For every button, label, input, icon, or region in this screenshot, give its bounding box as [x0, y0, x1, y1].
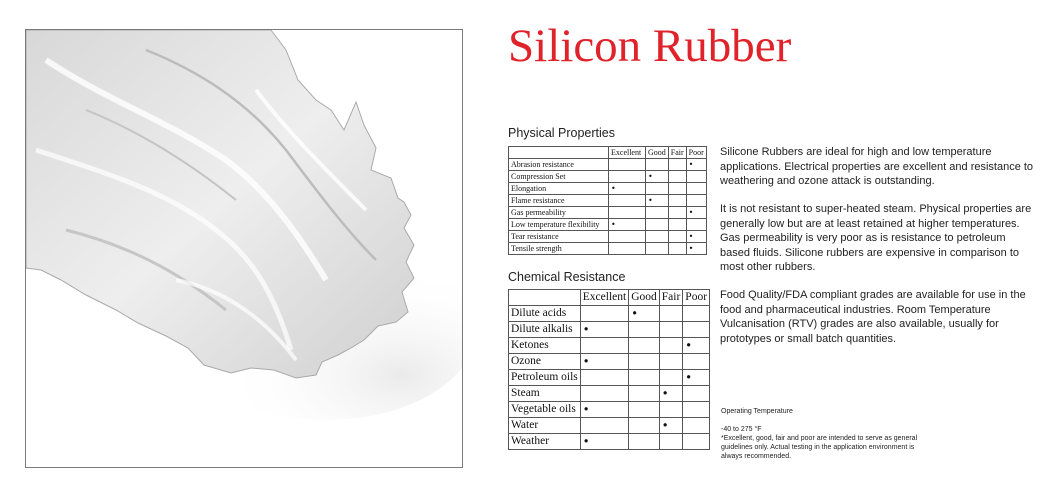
physical-properties-table	[508, 146, 707, 255]
table-corner-cell	[509, 147, 609, 159]
rating-cell	[646, 207, 669, 219]
rating-cell	[686, 183, 706, 195]
rating-cell	[629, 338, 660, 354]
rating-cell	[659, 338, 683, 354]
rating-cell	[609, 195, 646, 207]
rating-cell	[683, 306, 710, 322]
rating-cell: •	[683, 338, 710, 354]
description-paragraph: Food Quality/FDA compliant grades are available for use in the food and pharmaceutical industries. Room Temperature Vulcanisation (RTV) grades are also available, usually for prototypes or small batch quantities.	[720, 289, 1026, 345]
rating-cell: •	[580, 434, 628, 450]
rating-cell	[629, 354, 660, 370]
silicone-rubber-photo-icon	[26, 30, 462, 467]
rating-cell: •	[580, 402, 628, 418]
rating-cell	[668, 219, 686, 231]
chemical-name: Dilute acids	[509, 306, 581, 322]
rating-cell	[580, 370, 628, 386]
page-title: Silicon Rubber	[508, 20, 792, 72]
rating-cell	[683, 322, 710, 338]
rating-cell: •	[609, 219, 646, 231]
table-row	[509, 338, 710, 354]
table-row	[509, 219, 707, 231]
rating-cell	[609, 159, 646, 171]
chemical-name: Petroleum oils	[509, 370, 581, 386]
table-row	[509, 370, 710, 386]
table-row	[509, 306, 710, 322]
rating-cell	[646, 231, 669, 243]
chemical-resistance-table	[508, 289, 710, 450]
rating-cell	[609, 231, 646, 243]
chemical-name: Ketones	[509, 338, 581, 354]
column-header-fair: Fair	[659, 290, 683, 306]
description-paragraph: Silicone Rubbers are ideal for high and low temperature applications. Electrical properties are excellent and resistance to weathering and ozone attack is outstanding.	[720, 146, 1034, 187]
rating-cell: •	[686, 231, 706, 243]
table-row	[509, 231, 707, 243]
rating-cell: •	[683, 370, 710, 386]
chemical-name: Weather	[509, 434, 581, 450]
rating-cell: •	[659, 418, 683, 434]
operating-temperature-title: Operating Temperature	[721, 408, 793, 415]
table-row	[509, 207, 707, 219]
rating-cell: •	[580, 354, 628, 370]
chemical-name: Water	[509, 418, 581, 434]
property-name: Compression Set	[509, 171, 609, 183]
table-row	[509, 386, 710, 402]
rating-cell	[609, 243, 646, 255]
rating-cell	[580, 306, 628, 322]
table-row	[509, 171, 707, 183]
rating-cell	[580, 418, 628, 434]
rating-cell	[646, 159, 669, 171]
product-photo	[25, 29, 463, 468]
chemical-resistance-heading: Chemical Resistance	[508, 270, 626, 284]
chemical-name: Steam	[509, 386, 581, 402]
description-text	[720, 145, 1035, 360]
chemical-name: Ozone	[509, 354, 581, 370]
rating-cell	[659, 322, 683, 338]
rating-cell	[668, 243, 686, 255]
table-header-row	[509, 290, 710, 306]
rating-cell	[659, 402, 683, 418]
rating-cell	[646, 219, 669, 231]
rating-cell	[668, 159, 686, 171]
rating-cell	[683, 418, 710, 434]
rating-cell	[580, 386, 628, 402]
table-row	[509, 322, 710, 338]
table-row	[509, 195, 707, 207]
table-row	[509, 434, 710, 450]
property-name: Flame resistance	[509, 195, 609, 207]
column-header-good: Good	[629, 290, 660, 306]
column-header-poor: Poor	[686, 147, 706, 159]
rating-cell: •	[646, 195, 669, 207]
property-name: Tear resistance	[509, 231, 609, 243]
rating-cell: •	[659, 386, 683, 402]
rating-cell: •	[629, 306, 660, 322]
table-row	[509, 354, 710, 370]
rating-cell: •	[686, 159, 706, 171]
rating-cell	[659, 434, 683, 450]
rating-cell	[683, 402, 710, 418]
rating-cell	[686, 171, 706, 183]
rating-cell	[629, 418, 660, 434]
rating-cell	[659, 354, 683, 370]
rating-cell	[668, 183, 686, 195]
rating-cell	[683, 434, 710, 450]
rating-cell: •	[580, 322, 628, 338]
chemical-name: Vegetable oils	[509, 402, 581, 418]
description-paragraph: It is not resistant to super-heated steam. Physical properties are generally low but are at least retained at higher temperatures. Gas permeability is very poor as is resistance to petroleum based fluids. Silicone rubbers are expensive in comparison to most other rubbers.	[720, 203, 1032, 273]
rating-disclaimer: *Excellent, good, fair and poor are intended to serve as general guidelines only. Actual testing in the application environment is always recommended.	[721, 435, 918, 460]
rating-cell	[646, 183, 669, 195]
property-name: Tensile strength	[509, 243, 609, 255]
table-header-row	[509, 147, 707, 159]
table-row	[509, 183, 707, 195]
rating-cell	[668, 207, 686, 219]
rating-cell: •	[646, 171, 669, 183]
rating-cell: •	[686, 243, 706, 255]
rating-cell	[629, 434, 660, 450]
rating-cell	[609, 171, 646, 183]
table-row	[509, 418, 710, 434]
column-header-good: Good	[646, 147, 669, 159]
column-header-excellent: Excellent	[609, 147, 646, 159]
rating-cell	[683, 354, 710, 370]
rating-cell	[580, 338, 628, 354]
property-name: Elongation	[509, 183, 609, 195]
operating-temperature-note	[721, 407, 921, 461]
rating-cell	[629, 386, 660, 402]
property-name: Abrasion resistance	[509, 159, 609, 171]
table-row	[509, 243, 707, 255]
property-name: Gas permeability	[509, 207, 609, 219]
rating-cell	[659, 370, 683, 386]
rating-cell	[629, 322, 660, 338]
rating-cell	[668, 231, 686, 243]
rating-cell	[646, 243, 669, 255]
rating-cell	[629, 370, 660, 386]
rating-cell	[668, 195, 686, 207]
rating-cell: •	[609, 183, 646, 195]
column-header-poor: Poor	[683, 290, 710, 306]
column-header-excellent: Excellent	[580, 290, 628, 306]
rating-cell	[686, 195, 706, 207]
table-row	[509, 402, 710, 418]
rating-cell	[629, 402, 660, 418]
physical-properties-heading: Physical Properties	[508, 126, 615, 140]
table-row	[509, 159, 707, 171]
rating-cell	[668, 171, 686, 183]
rating-cell	[683, 386, 710, 402]
rating-cell	[686, 219, 706, 231]
operating-temperature-range: -40 to 275 °F	[721, 426, 762, 433]
table-corner-cell	[509, 290, 581, 306]
rating-cell	[659, 306, 683, 322]
property-name: Low temperature flexibility	[509, 219, 609, 231]
rating-cell	[609, 207, 646, 219]
column-header-fair: Fair	[668, 147, 686, 159]
rating-cell: •	[686, 207, 706, 219]
chemical-name: Dilute alkalis	[509, 322, 581, 338]
